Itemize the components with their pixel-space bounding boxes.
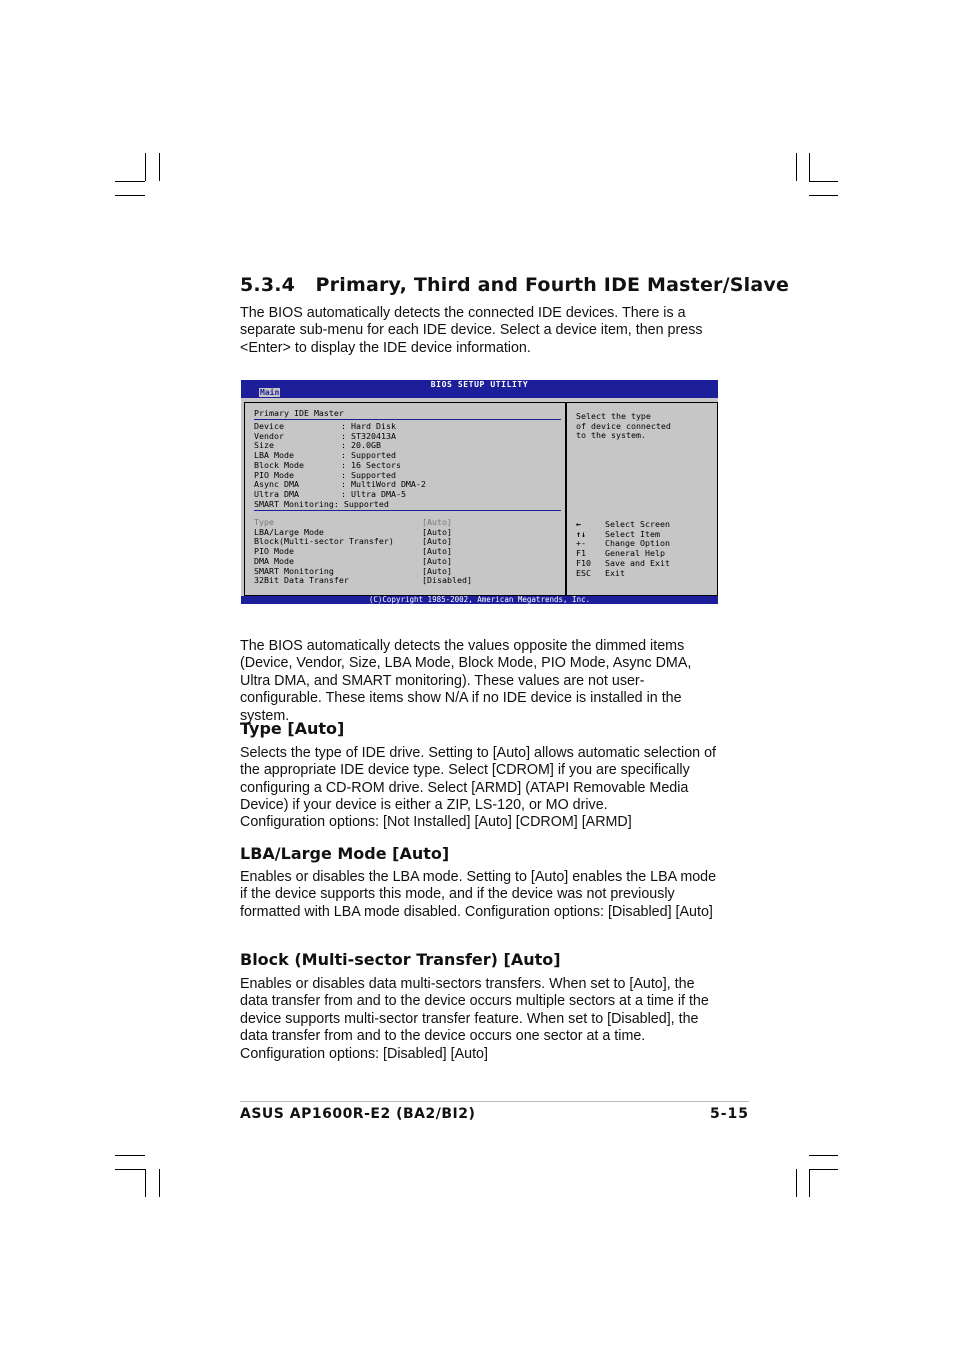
info-row: Async DMA : MultiWord DMA-2 <box>254 479 426 490</box>
setting-row-smart[interactable]: SMART Monitoring [Auto] <box>254 565 452 576</box>
bios-help-panel <box>566 402 718 596</box>
up-down-arrow-icon: ↑↓ <box>576 528 586 539</box>
crop-mark <box>809 1169 838 1170</box>
type-paragraph: Selects the type of IDE drive. Setting to [Auto] allows automatic selection of the appropriate IDE device type. Select [CDROM] if you are specifically configuring a CD-ROM drive. Select [ARMD] (ATAPI Removable Media Device) if your device is either a ZIP, LS-120, or MO drive. <box>240 745 717 814</box>
page-number: 5-15 <box>709 1106 749 1122</box>
block-paragraph: Enables or disables data multi-sectors transfers. When set to [Auto], the data transfer from and to the device occurs multiple sectors at a time if the device supports multi-sector transfer feature. When set to [Disabled], the data transfer from and to the device occurs one sector at a time. Configuration options: [Disabled] [Auto] <box>240 976 709 1062</box>
lba-heading: LBA/Large Mode [Auto] <box>240 844 450 863</box>
intro-paragraph: The BIOS automatically detects the connected IDE devices. There is a separate sub-menu for each IDE device. Select a device item, then press <Enter> to display the IDE device information. <box>240 305 703 356</box>
left-arrow-icon: ← <box>576 519 581 529</box>
block-heading: Block (Multi-sector Transfer) [Auto] <box>240 950 561 969</box>
bios-panel-title: Primary IDE Master <box>254 408 344 418</box>
info-row: SMART Monitoring: Supported <box>254 498 389 509</box>
info-row: Block Mode : 16 Sectors <box>254 459 401 470</box>
key-legend <box>576 520 670 578</box>
info-row: Size : 20.0GB <box>254 440 381 451</box>
info-row: Ultra DMA : Ultra DMA-5 <box>254 488 406 499</box>
auto-detect-paragraph: The BIOS automatically detects the values opposite the dimmed items (Device, Vendor, Size, LBA Mode, Block Mode, PIO Mode, Async DMA, Ultra DMA, and SMART monitoring). These values are not user-configurable. These items show N/A if no IDE device is installed in the system. <box>240 638 692 724</box>
key-row: ← Select Screen <box>576 519 670 529</box>
crop-mark <box>809 195 838 196</box>
crop-mark <box>145 153 146 181</box>
info-row: Device : Hard Disk <box>254 421 396 431</box>
divider <box>254 510 561 511</box>
key-row: ↑↓ Select Item <box>576 528 660 539</box>
crop-mark <box>159 1169 160 1197</box>
type-heading: Type [Auto] <box>240 719 345 738</box>
bios-copyright: (C)Copyright 1985-2002, American Megatrends, Inc. <box>241 596 718 604</box>
divider <box>254 419 561 420</box>
crop-mark <box>115 1169 145 1170</box>
crop-mark <box>809 153 810 181</box>
crop-mark <box>809 181 838 182</box>
bios-screenshot <box>241 380 718 604</box>
crop-mark <box>809 1169 810 1197</box>
page-footer <box>240 1101 749 1122</box>
section-title: 5.3.4 Primary, Third and Fourth IDE Master/Slave <box>240 274 790 296</box>
type-options: Configuration options: [Not Installed] [Auto] [CDROM] [ARMD] <box>240 814 632 830</box>
crop-mark <box>796 1169 797 1197</box>
bios-left-panel <box>244 402 566 596</box>
crop-mark <box>796 153 797 181</box>
help-text: Select the type of device connected to the system. <box>576 411 671 441</box>
setting-row-block[interactable]: Block(Multi-sector Transfer) [Auto] <box>254 536 452 547</box>
key-row: F10 Save and Exit <box>576 557 670 568</box>
key-row: F1 General Help <box>576 548 665 559</box>
setting-row-pio[interactable]: PIO Mode [Auto] <box>254 546 452 557</box>
crop-mark <box>159 153 160 181</box>
info-row: Vendor : ST320413A <box>254 430 396 441</box>
key-row: ESC Exit <box>576 567 625 578</box>
footer-product: ASUS AP1600R-E2 (BA2/BI2) <box>240 1106 476 1122</box>
setting-row-lba[interactable]: LBA/Large Mode [Auto] <box>254 526 452 537</box>
crop-mark <box>115 195 145 196</box>
lba-paragraph: Enables or disables the LBA mode. Setting to [Auto] enables the LBA mode if the device supports this mode, and if the device was not previously formatted with LBA mode disabled. Configuration options: [Disabled] [Auto] <box>240 869 717 920</box>
bios-header-bar <box>241 380 718 398</box>
crop-mark <box>115 1155 145 1156</box>
setting-row-dma[interactable]: DMA Mode [Auto] <box>254 555 452 566</box>
info-row: LBA Mode : Supported <box>254 450 396 461</box>
crop-mark <box>115 181 145 182</box>
setting-row-32bit[interactable]: 32Bit Data Transfer [Disabled] <box>254 575 472 586</box>
bios-tab-main[interactable]: Main <box>260 388 280 397</box>
info-row: PIO Mode : Supported <box>254 469 396 480</box>
crop-mark <box>809 1155 838 1156</box>
key-row: +- Change Option <box>576 538 670 549</box>
bios-title: BIOS SETUP UTILITY <box>430 380 529 389</box>
crop-mark <box>145 1169 146 1197</box>
setting-row-type[interactable]: Type [Auto] <box>254 517 452 527</box>
